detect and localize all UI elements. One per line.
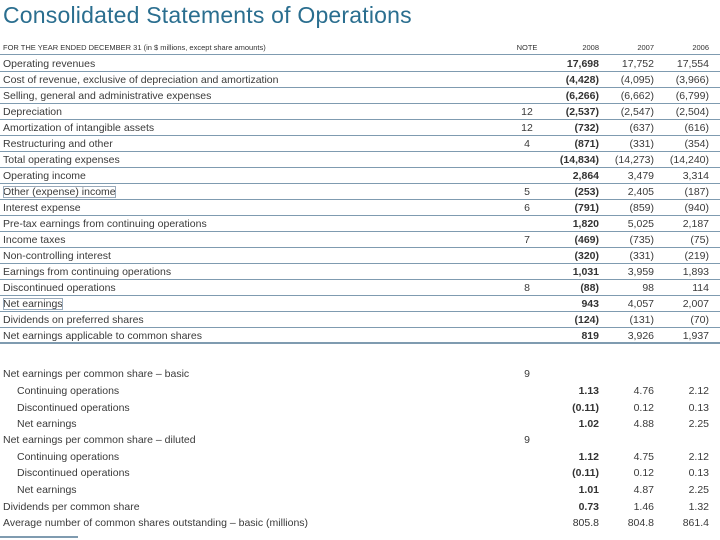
table-row (0, 515, 720, 531)
row-label: Net earnings (17, 484, 77, 496)
value-2006: 2.25 (688, 418, 709, 430)
value-2006: 2.12 (688, 385, 709, 397)
period-description: FOR THE YEAR ENDED DECEMBER 31 (in $ millions, except share amounts) (3, 43, 266, 52)
value-2006: (616) (684, 122, 709, 134)
table-row (0, 232, 720, 248)
row-note: 9 (524, 368, 530, 380)
value-2007: 5,025 (627, 218, 654, 230)
value-2007: 4,057 (627, 298, 654, 310)
value-2007: 3,926 (627, 330, 654, 342)
value-2006: 0.13 (688, 467, 709, 479)
table-row (0, 104, 720, 120)
value-2008: (791) (574, 202, 599, 214)
row-label: Non-controlling interest (3, 250, 111, 262)
year-column-header: 2006 (692, 43, 709, 52)
value-2006: 2.12 (688, 451, 709, 463)
header-divider (0, 54, 720, 55)
value-2006: 2.25 (688, 484, 709, 496)
year-column-header: 2008 (582, 43, 599, 52)
value-2007: (331) (629, 250, 654, 262)
value-2008: 1,031 (572, 266, 599, 278)
table-row (0, 366, 720, 382)
table-row (0, 312, 720, 328)
row-label: Cost of revenue, exclusive of depreciation and amortization (3, 74, 279, 86)
value-2006: (2,504) (675, 106, 709, 118)
value-2007: 4.75 (633, 451, 654, 463)
row-label: Operating income (3, 170, 86, 182)
row-note: 5 (524, 186, 530, 198)
value-2008: (320) (574, 250, 599, 262)
row-note: 12 (521, 106, 533, 118)
value-2006: (354) (684, 138, 709, 150)
value-2007: (735) (629, 234, 654, 246)
value-2007: 4.88 (633, 418, 654, 430)
row-label: Income taxes (3, 234, 66, 246)
row-label: Continuing operations (17, 385, 120, 397)
value-2006: 17,554 (676, 58, 709, 70)
value-2007: (637) (629, 122, 654, 134)
table-row (0, 416, 720, 432)
table-row (0, 296, 720, 312)
value-2008: (2,537) (565, 106, 599, 118)
value-2007: (2,547) (620, 106, 654, 118)
row-note: 8 (524, 282, 530, 294)
table-row (0, 120, 720, 136)
row-note: 6 (524, 202, 530, 214)
value-2007: (331) (629, 138, 654, 150)
value-2008: (253) (574, 186, 599, 198)
value-2006: 1.32 (688, 501, 709, 513)
value-2007: 1.46 (633, 501, 654, 513)
table-row (0, 482, 720, 498)
table-row (0, 184, 720, 200)
table-row (0, 328, 720, 344)
page-title: Consolidated Statements of Operations (3, 2, 412, 28)
value-2006: (75) (690, 234, 709, 246)
row-label: Dividends per common share (3, 501, 140, 513)
table-row (0, 280, 720, 296)
value-2007: 17,752 (621, 58, 654, 70)
value-2007: (131) (629, 314, 654, 326)
value-2008: (871) (574, 138, 599, 150)
value-2008: 1.12 (578, 451, 599, 463)
value-2008: 805.8 (572, 517, 599, 529)
row-label: Total operating expenses (3, 154, 120, 166)
row-label: Discontinued operations (17, 467, 130, 479)
bottom-rule (0, 536, 78, 538)
value-2007: 4.76 (633, 385, 654, 397)
value-2008: (4,428) (565, 74, 599, 86)
value-2007: (6,662) (620, 90, 654, 102)
value-2006: 1,937 (682, 330, 709, 342)
value-2008: (88) (580, 282, 599, 294)
value-2007: 0.12 (633, 402, 654, 414)
value-2006: (219) (684, 250, 709, 262)
value-2008: 1.02 (578, 418, 599, 430)
value-2008: 0.73 (578, 501, 599, 513)
value-2006: 0.13 (688, 402, 709, 414)
row-note: 9 (524, 434, 530, 446)
table-row (0, 216, 720, 232)
table-row (0, 56, 720, 72)
table-row (0, 152, 720, 168)
row-label: Operating revenues (3, 58, 96, 70)
value-2006: 114 (692, 282, 709, 294)
value-2006: (3,966) (675, 74, 709, 86)
row-label: Net earnings applicable to common shares (3, 330, 203, 342)
value-2007: 804.8 (627, 517, 654, 529)
value-2008: (0.11) (572, 402, 599, 414)
table-row (0, 383, 720, 399)
row-label: Discontinued operations (3, 282, 116, 294)
value-2008: 943 (581, 298, 599, 310)
value-2008: 2,864 (572, 170, 599, 182)
note-column-header: NOTE (516, 43, 538, 52)
value-2007: 0.12 (633, 467, 654, 479)
row-label: Dividends on preferred shares (3, 314, 144, 326)
value-2006: (70) (690, 314, 709, 326)
table-row (0, 432, 720, 448)
value-2006: (6,799) (675, 90, 709, 102)
table-row (0, 200, 720, 216)
row-label: Discontinued operations (17, 402, 130, 414)
row-label: Restructuring and other (3, 138, 113, 150)
value-2008: (6,266) (565, 90, 599, 102)
table-row (0, 264, 720, 280)
row-label: Pre-tax earnings from continuing operations (3, 218, 207, 230)
value-2006: 2,007 (682, 298, 709, 310)
value-2007: 3,479 (627, 170, 654, 182)
table-row (0, 136, 720, 152)
table-row (0, 499, 720, 515)
value-2006: (187) (684, 186, 709, 198)
row-label: Continuing operations (17, 451, 120, 463)
value-2008: (124) (574, 314, 599, 326)
row-label: Net earnings per common share – basic (3, 368, 190, 380)
row-label: Net earnings (3, 298, 63, 310)
row-label: Depreciation (3, 106, 62, 118)
table-header (0, 40, 720, 54)
value-2008: (0.11) (572, 467, 599, 479)
value-2008: 17,698 (566, 58, 599, 70)
value-2008: (14,834) (559, 154, 599, 166)
row-label: Interest expense (3, 202, 81, 214)
table-row (0, 168, 720, 184)
value-2007: (4,095) (620, 74, 654, 86)
value-2007: 3,959 (627, 266, 654, 278)
row-label: Net earnings (17, 418, 77, 430)
value-2007: 4.87 (633, 484, 654, 496)
table-row (0, 400, 720, 416)
row-label: Net earnings per common share – diluted (3, 434, 196, 446)
value-2007: 98 (642, 282, 654, 294)
table-row (0, 449, 720, 465)
value-2008: 819 (581, 330, 599, 342)
value-2006: 2,187 (682, 218, 709, 230)
value-2007: (14,273) (614, 154, 654, 166)
row-label: Earnings from continuing operations (3, 266, 172, 278)
year-column-header: 2007 (637, 43, 654, 52)
value-2007: 2,405 (627, 186, 654, 198)
value-2006: 1,893 (682, 266, 709, 278)
table-row (0, 72, 720, 88)
value-2008: 1.13 (578, 385, 599, 397)
value-2006: (14,240) (669, 154, 709, 166)
table-row (0, 248, 720, 264)
row-label: Other (expense) income (3, 186, 116, 198)
value-2008: 1,820 (572, 218, 599, 230)
value-2008: 1.01 (578, 484, 599, 496)
row-label: Selling, general and administrative expenses (3, 90, 212, 102)
row-note: 4 (524, 138, 530, 150)
value-2006: 3,314 (682, 170, 709, 182)
table-row (0, 88, 720, 104)
row-label: Average number of common shares outstanding – basic (millions) (3, 517, 309, 529)
table-row (0, 465, 720, 481)
value-2007: (859) (629, 202, 654, 214)
value-2008: (469) (574, 234, 599, 246)
row-label: Amortization of intangible assets (3, 122, 155, 134)
row-note: 12 (521, 122, 533, 134)
value-2006: (940) (684, 202, 709, 214)
value-2006: 861.4 (682, 517, 709, 529)
row-note: 7 (524, 234, 530, 246)
value-2008: (732) (574, 122, 599, 134)
